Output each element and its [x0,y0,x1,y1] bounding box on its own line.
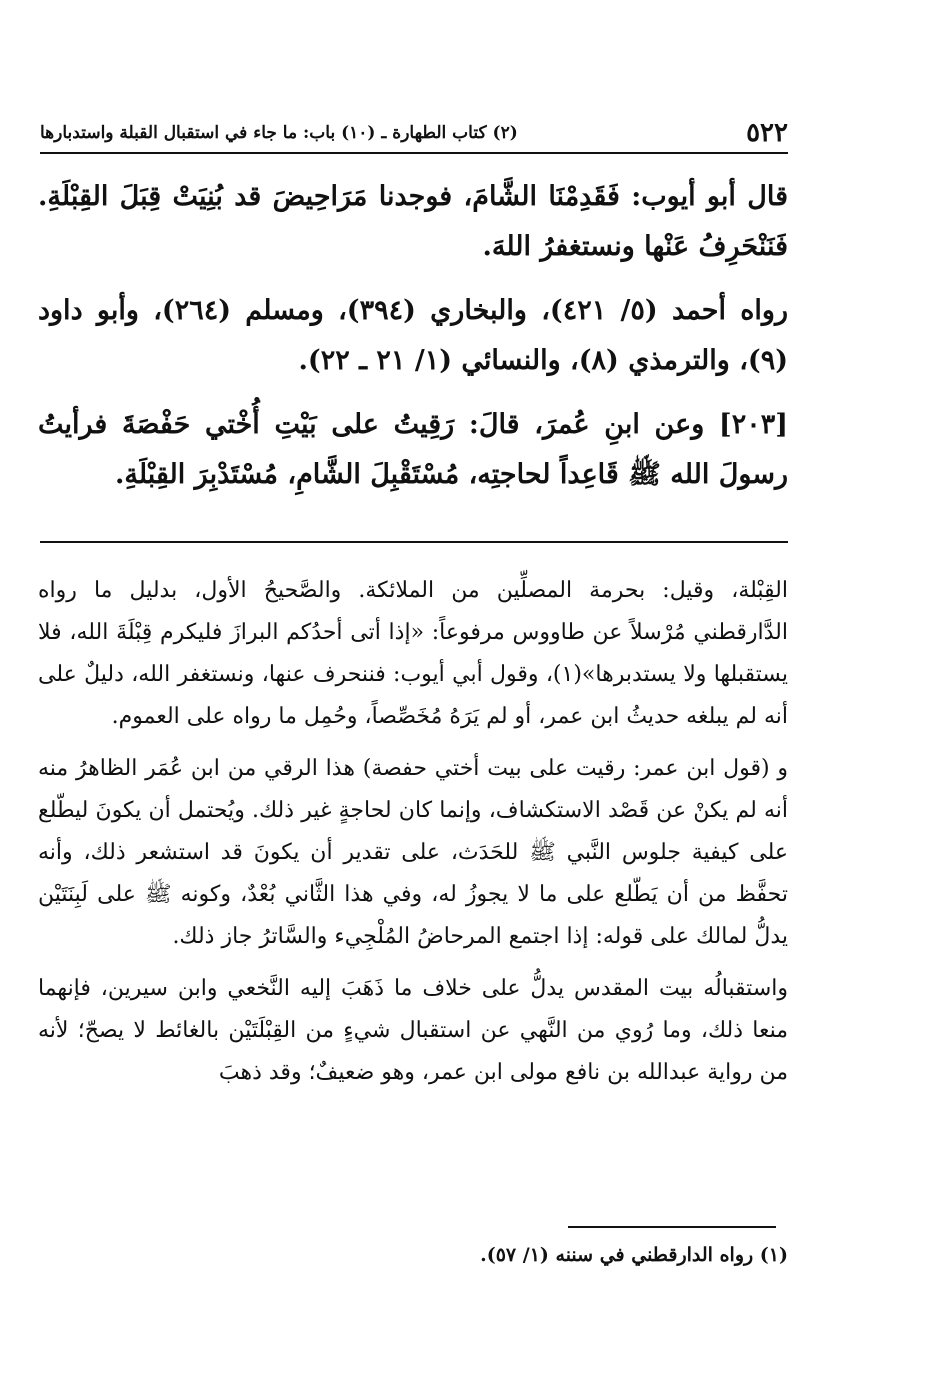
running-title: (٢) كتاب الطهارة ـ (١٠) باب: ما جاء في استقبال القبلة واستدبارها [40,123,518,143]
page-number: ٥٢٢ [746,118,788,148]
commentary-divider [40,541,788,543]
footnote-divider [568,1226,776,1228]
commentary-paragraph: و (قول ابن عمر: رقيت على بيت أختي حفصة) هذا الرقي من ابن عُمَر الظاهرُ منه أنه لم يكنْ عن قَصْد الاستكشاف، وإنما كان لحاجةٍ غير ذلك. ويُحتمل أن يكونَ ليطّلع على كيفية جلوس النَّبي ﷺ للحَدَث، على تقدير أن يكونَ قد استشعر ذلك، وأنه تحفَّظ من أن يَطّلع على ما لا يجوزُ له، وفي هذا الثَّاني بُعْدٌ، وكونه ﷺ على لَبِنَتَيْن يدلُّ لمالك على قوله: إذا اجتمع المرحاضُ المُلْجِيء والسَّاترُ جاز ذلك. [38,756,788,949]
footnote: (١) رواه الدارقطني في سننه (١/ ٥٧). [480,1244,788,1266]
header-divider [40,152,788,154]
hadith-paragraph: [٢٠٣] وعن ابنِ عُمرَ، قالَ: رَقِيتُ على بَيْتِ أُخْتي حَفْصَةَ فرأيتُ رسولَ الله ﷺ قَاعِداً لحاجتِه، مُسْتَقْبِلَ الشَّامِ، مُسْتَدْبِرَ القِبْلَةِ. [38,409,788,490]
hadith-paragraph: رواه أحمد (٥/ ٤٢١)، والبخاري (٣٩٤)، ومسلم (٢٦٤)، وأبو داود (٩)، والترمذي (٨)، والنسائي (١/ ٢١ ـ ٢٢). [38,295,789,376]
commentary-paragraph: واستقبالُه بيت المقدس يدلُّ على خلاف ما ذَهَبَ إليه النَّخعي وابن سيرين، فإنهما منعا ذلك، وما رُوي من النَّهي عن استقبال شيءٍ من القِبْلَتَيْن بالغائط لا يصحّ؛ لأنه من رواية عبدالله بن نافع مولى ابن عمر، وهو ضعيفٌ؛ وقد ذهبَ [38,976,788,1085]
commentary-text [38,570,788,1104]
commentary-paragraph: القِبْلة، وقيل: بحرمة المصلِّين من الملائكة. والصَّحيحُ الأول، بدليل ما رواه الدَّارقطني مُرْسلاً عن طاووس مرفوعاً: «إذا أتى أحدُكم البرازَ فليكرم قِبْلَةَ الله، فلا يستقبلها ولا يستدبرها»(١)، وقول أبي أيوب: فننحرف عنها، ونستغفر الله، دليلٌ على أنه لم يبلغه حديثُ ابن عمر، أو لم يَرَهُ مُخَصِّصاً، وحُمِل ما رواه على العموم. [38,578,788,729]
page-header [40,116,788,150]
hadith-paragraph: قال أبو أيوب: فَقَدِمْنَا الشَّامَ، فوجدنا مَرَاحِيضَ قد بُنِيَتْ قِبَلَ القِبْلَةِ. فَنَنْحَرِفُ عَنْها ونستغفرُ اللهَ. [38,181,788,262]
hadith-text [38,172,788,514]
